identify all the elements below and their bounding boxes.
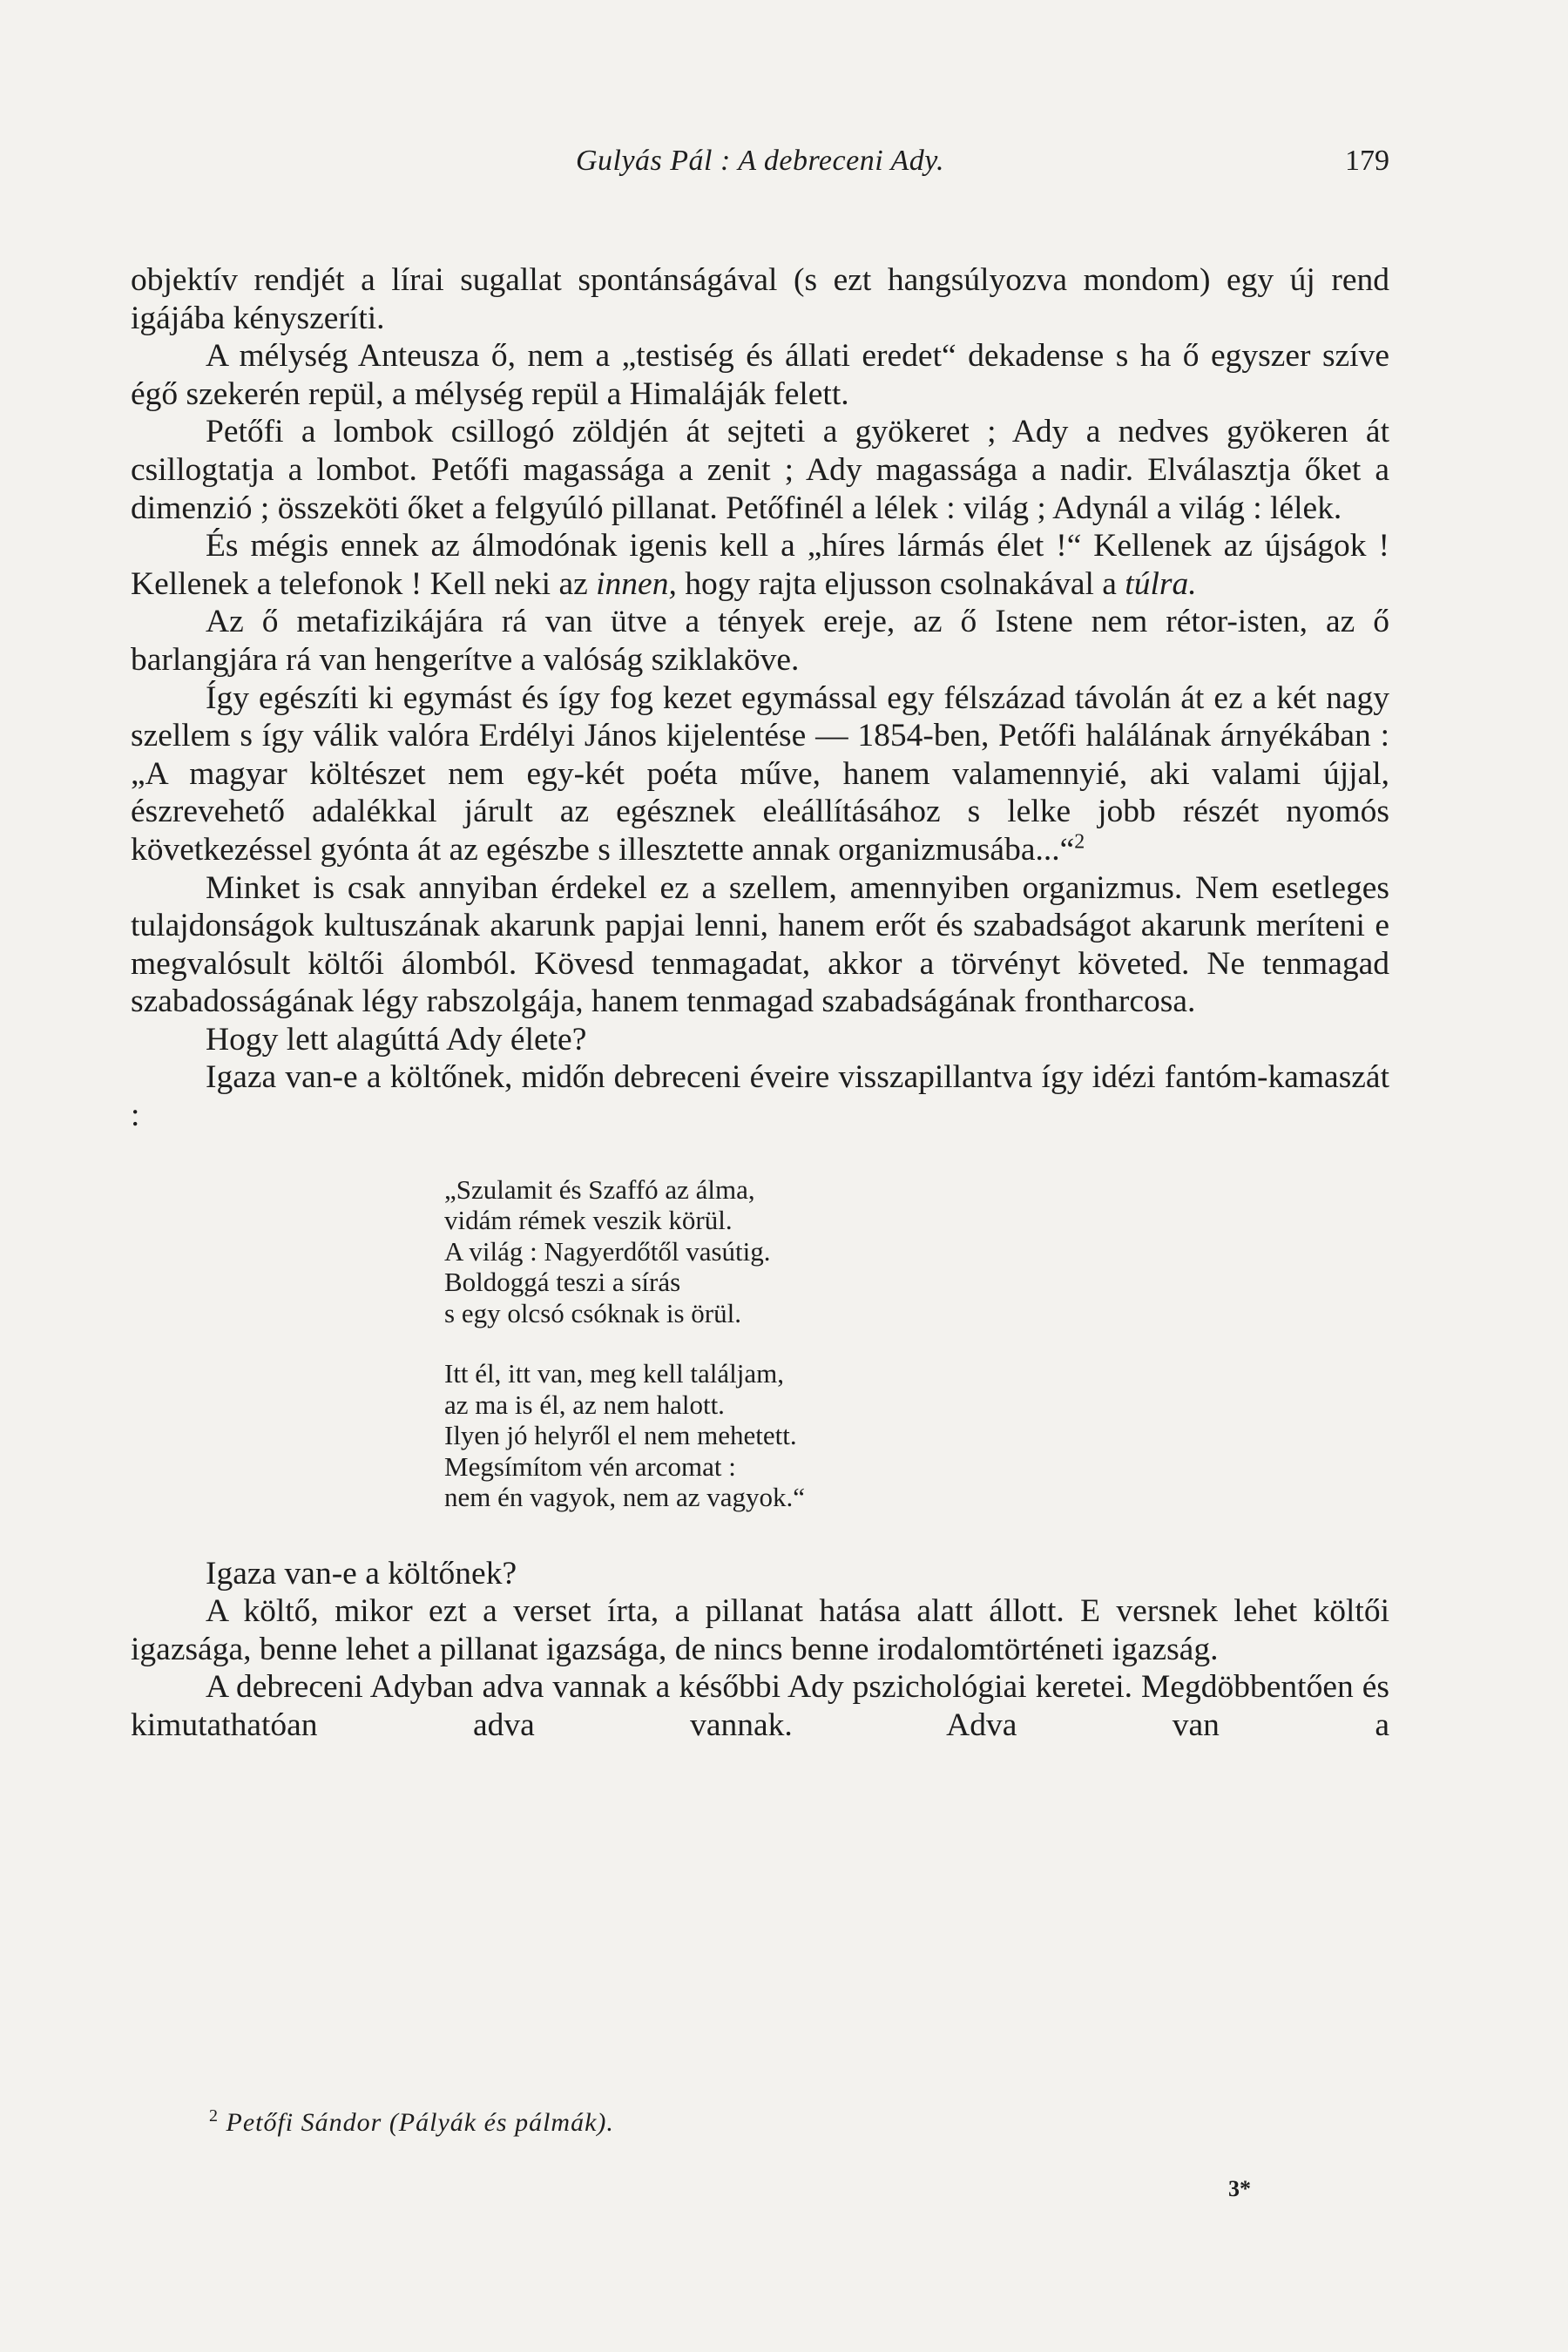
paragraph-7 xyxy=(131,869,1389,1021)
paragraph-4-text-b: hogy rajta eljusson csolnakával a xyxy=(676,565,1125,602)
paragraph-5-text: Az ő metafizikájára rá van ütve a tények ereje, az ő Istene nem rétor-isten, az ő barlangjára rá van hengerítve a valóság sziklaköve. xyxy=(131,604,1389,678)
paragraph-3-text: Petőfi a lombok csillogó zöldjén át sejteti a gyökeret ; Ady a nedves gyökeren át csillogtatja a lombot. Petőfi magassága a zenit ; Ady magassága a nadir. Elválasztja őket a dimenzió ; összeköti őket a felgyúló pillanat. Petőfinél a lélek : világ ; Adynál a világ : lélek. xyxy=(131,414,1389,526)
paragraph-10-text: Igaza van-e a költőnek? xyxy=(206,1555,517,1592)
paragraph-1 xyxy=(131,261,1389,337)
paragraph-12 xyxy=(131,1668,1389,1744)
footnote xyxy=(209,2108,614,2138)
paragraph-8-text: Hogy lett alagúttá Ady élete? xyxy=(206,1021,587,1058)
signature-mark: 3* xyxy=(1228,2176,1251,2201)
poem-line: Megsímítom vén arcomat : xyxy=(444,1450,736,1482)
poem-line: A világ : Nagyerdőtől vasútig. xyxy=(444,1235,771,1267)
paragraph-12-text: A debreceni Adyban adva vannak a későbbi Ady pszichológiai keretei. Megdöbbentően és kimutathatóan adva vannak. Adva van a xyxy=(131,1669,1389,1744)
paragraph-11 xyxy=(131,1592,1389,1668)
italic-innen: innen, xyxy=(596,565,677,602)
poem-quote xyxy=(444,1174,1389,1513)
paragraph-4-text-a: És mégis ennek az álmodónak igenis kell a „híres lármás élet !“ Kellenek az újságok ! Kellenek a telefonok ! Kell neki az xyxy=(131,528,1389,602)
paragraph-9-text: Igaza van-e a költőnek, midőn debreceni éveire visszapillantva így idézi fantóm-kamaszát : xyxy=(131,1059,1389,1134)
poem-line: s egy olcsó csóknak is örül. xyxy=(444,1297,741,1328)
after-poem-text xyxy=(131,1555,1389,1745)
footnote-marker: 2 xyxy=(209,2106,219,2126)
footnote-reference: 2 xyxy=(1074,830,1085,854)
poem-line: Itt él, itt van, meg kell találjam, xyxy=(444,1358,784,1389)
body-text xyxy=(131,261,1389,1745)
poem-line: Ilyen jó helyről el nem mehetett. xyxy=(444,1420,797,1451)
paragraph-7-text: Minket is csak annyiban érdekel ez a szellem, amennyiben organizmus. Nem esetleges tulajdonságok kultuszának akarunk papjai lenni, hanem erőt és szabadságot akarunk meríteni e megvalósult költői álomból. Kövesd tenmagadat, akkor a törvényt követed. Ne tenmagad szabadosságának légy rabszolgája, hanem tenmagad szabadságának frontharcosa. xyxy=(131,869,1389,1020)
paragraph-6 xyxy=(131,679,1389,869)
paragraph-4 xyxy=(131,527,1389,603)
paragraph-10 xyxy=(131,1555,1389,1593)
poem-line: Boldoggá teszi a sírás xyxy=(444,1267,681,1298)
poem-line: az ma is él, az nem halott. xyxy=(444,1389,725,1420)
paragraph-6-text: Így egészíti ki egymást és így fog kezet egymással egy félszázad távolán át ez a két nagy szellem s így válik valóra Erdélyi János kijelentése — 1854-ben, Petőfi halálának árnyékában : „A magyar költészet nem egy-két poéta műve, hanem valamennyié, aki valami újjal, észrevehető adalékkal járult az egésznek eleállításához s lelke jobb részét nyomós következéssel gyónta át az egészbe s illesztette annak organizmusába...“ xyxy=(131,679,1389,868)
paragraph-1-text: objektív rendjét a lírai sugallat spontánságával (s ezt hangsúlyozva mondom) egy új rend igájába kényszeríti. xyxy=(131,262,1389,336)
paragraph-9 xyxy=(131,1058,1389,1134)
italic-tulra: túlra. xyxy=(1125,565,1197,602)
poem-stanza-2 xyxy=(444,1358,1389,1513)
paragraph-2 xyxy=(131,337,1389,413)
paragraph-2-text: A mélység Anteusza ő, nem a „testiség és állati eredet“ dekadense s ha ő egyszer szíve égő szekerén repül, a mélység repül a Himaláják felett. xyxy=(131,338,1389,412)
paragraph-8 xyxy=(131,1021,1389,1059)
poem-line: vidám rémek veszik körül. xyxy=(444,1205,733,1236)
page-number: 179 xyxy=(1345,145,1389,177)
paragraph-5 xyxy=(131,603,1389,679)
footnote-text: Petőfi Sándor (Pályák és pálmák). xyxy=(226,2108,614,2137)
poem-line: nem én vagyok, nem az vagyok.“ xyxy=(444,1482,806,1513)
paragraph-3 xyxy=(131,413,1389,527)
poem-line: „Szulamit és Szaffó az álma, xyxy=(444,1173,755,1205)
paragraph-11-text: A költő, mikor ezt a verset írta, a pillanat hatása alatt állott. E versnek lehet költői igazsága, benne lehet a pillanat igazsága, de nincs benne irodalomtörténeti igazság. xyxy=(131,1593,1389,1667)
page-header xyxy=(131,145,1389,188)
poem-stanza-1 xyxy=(444,1174,1389,1329)
running-head: Gulyás Pál : A debreceni Ady. xyxy=(575,145,945,177)
